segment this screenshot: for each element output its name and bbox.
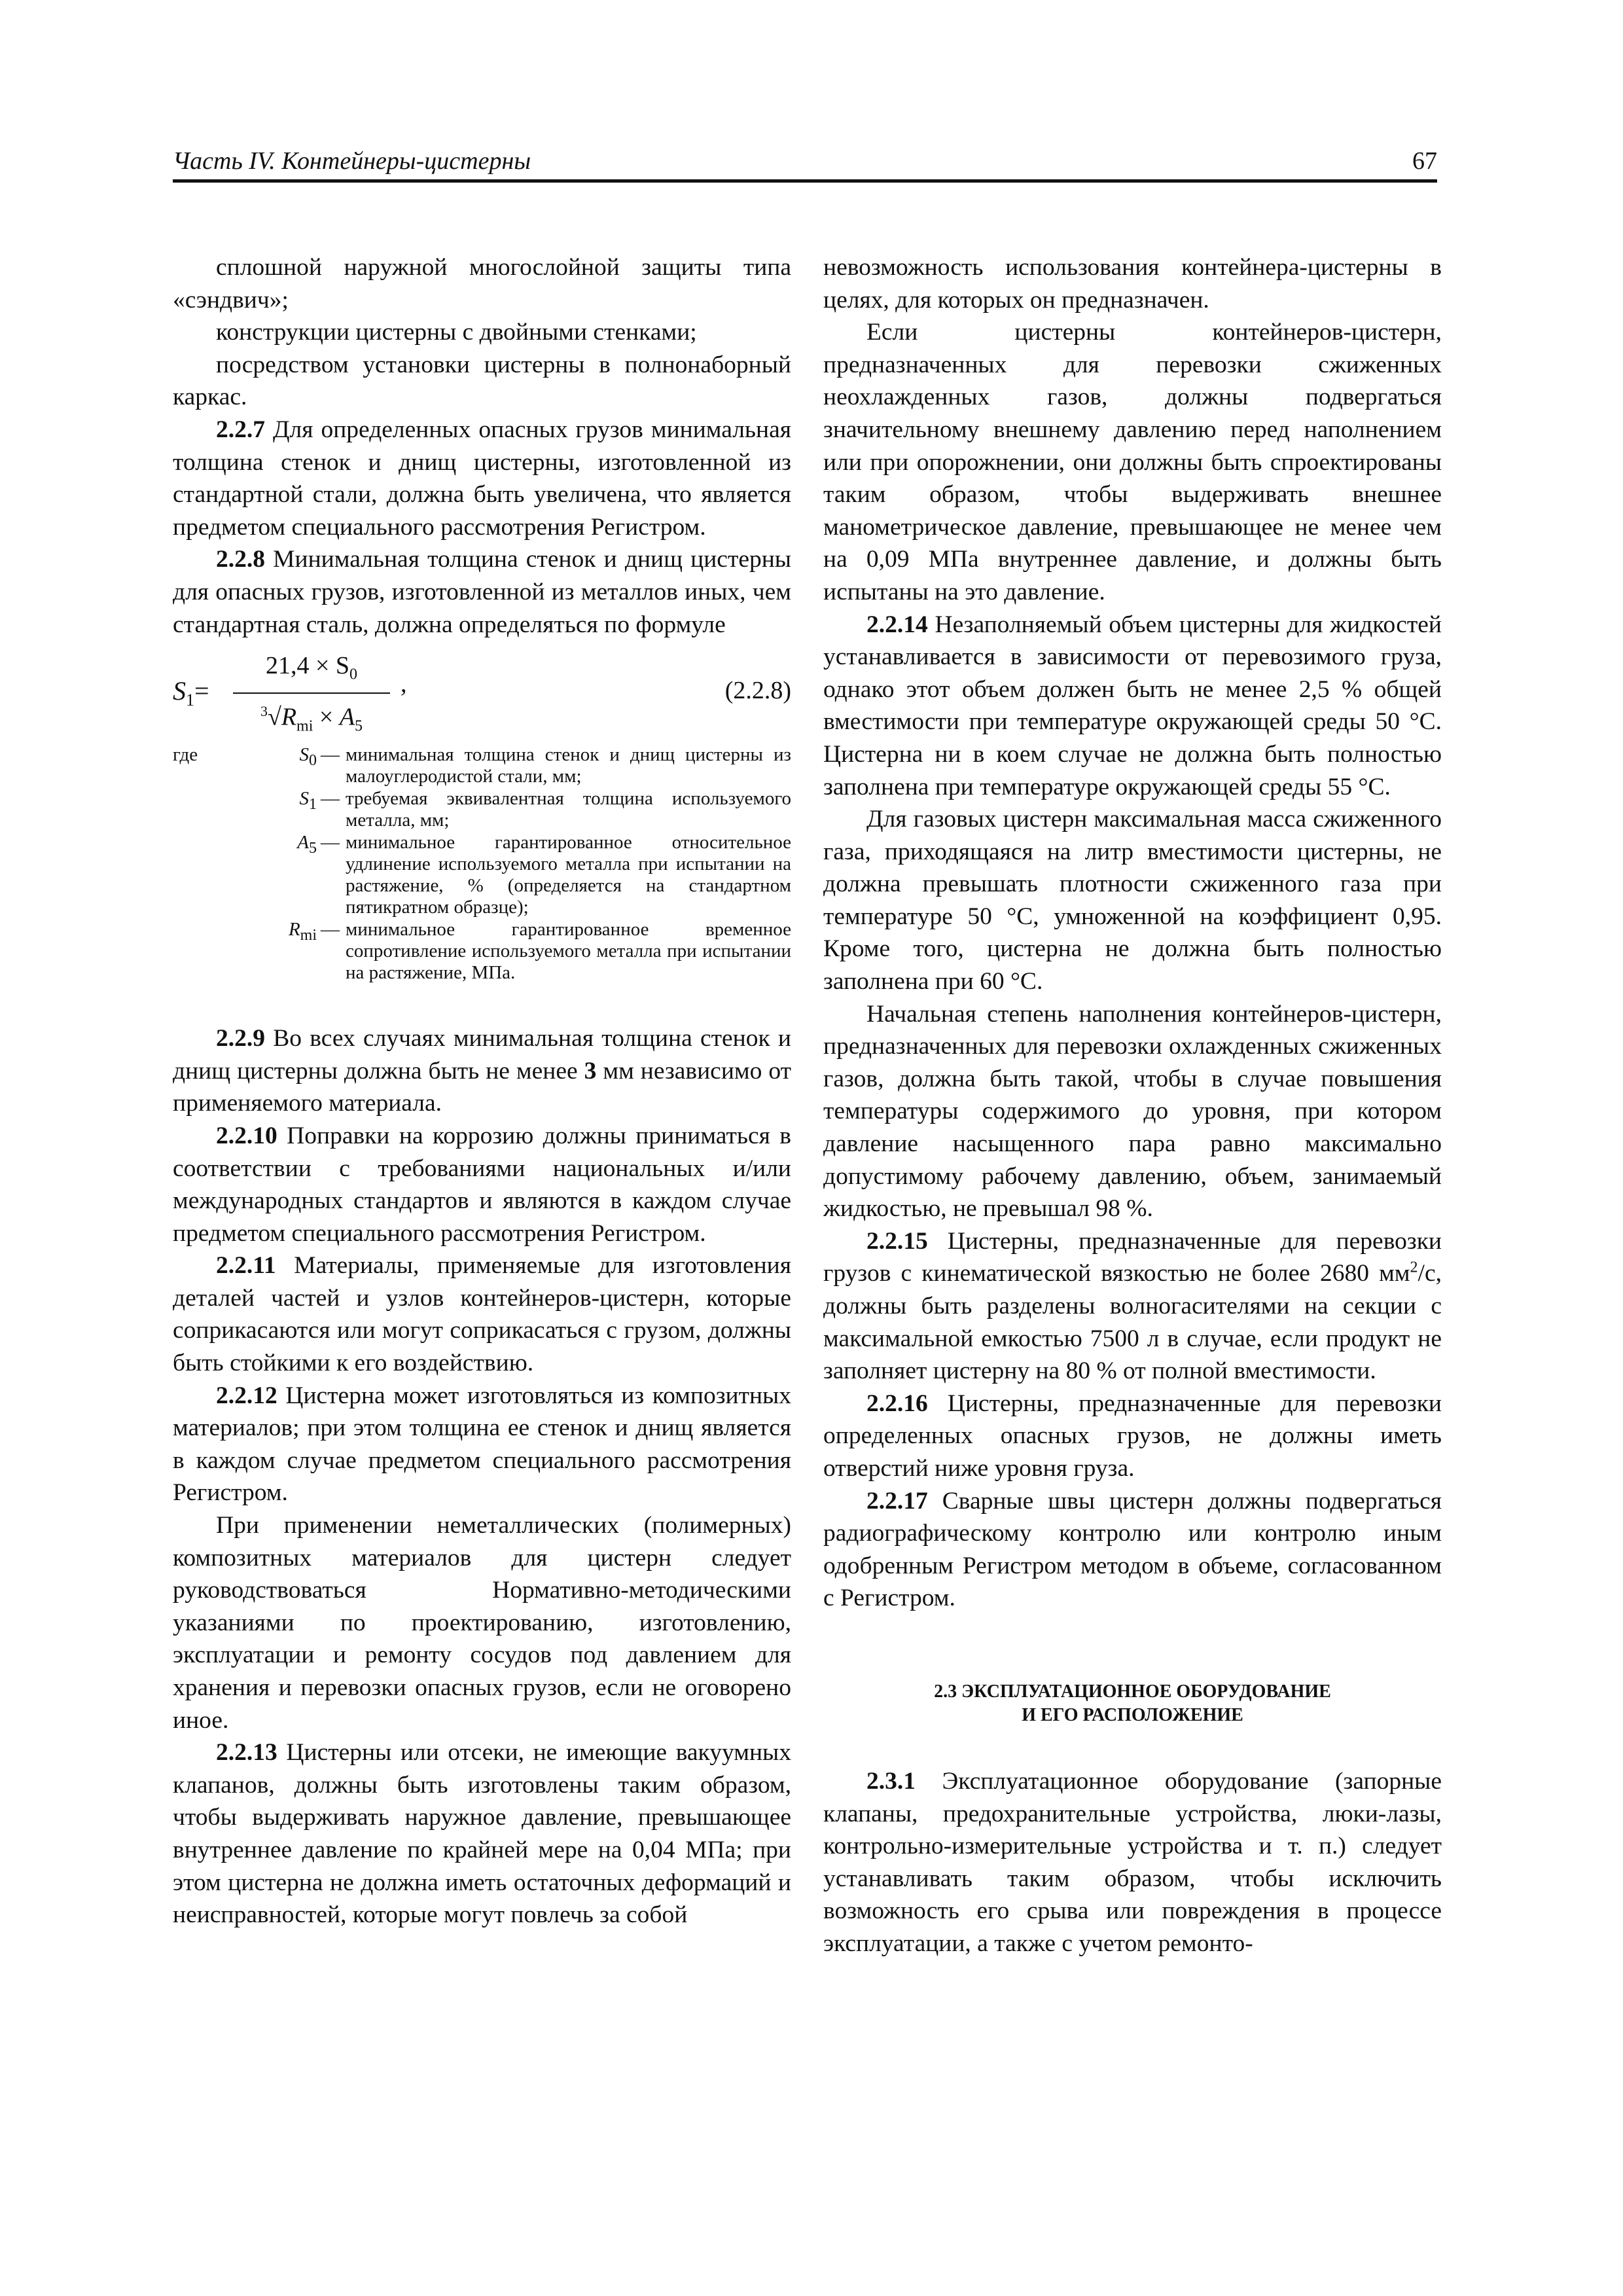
paragraph: Начальная степень наполнения контейнеров-цистерн, предназначенных для перевозки охлажденных сжиженных газов, должна быть такой, чтобы в случае повышения температуры содержимого до уровня, при котором давление насыщенного пара равно максимально допустимому рабочему давлению, объем, занимаемый жидкостью, не превышал 98 %. — [823, 1000, 1442, 1223]
formula-denominator: $^3√R_{mi} \times A_5$ — [260, 703, 363, 735]
legend-symbol: $S_0$ — [299, 744, 317, 769]
formula-2-2-8 — [173, 646, 791, 738]
left-column — [173, 251, 791, 1931]
legend-row: $A_5$ — минимальное гарантированное относительное удлинение используемого металла при испытании на растяжение, % (определяется на стандартном пятикратном образце); — [173, 832, 791, 918]
paragraph: конструкции цистерны с двойными стенками; — [216, 319, 697, 346]
section-heading-line: 2.3 ЭКСПЛУАТАЦИОННОЕ ОБОРУДОВАНИЕ — [934, 1681, 1331, 1702]
formula-legend — [173, 744, 791, 984]
section-heading — [823, 1680, 1442, 1727]
legend-where: где — [173, 744, 198, 766]
paragraph-2-2-10: 2.2.10 Поправки на коррозию должны приниматься в соответствии с требованиями национальных и/или международных стандартов и являются в каждом случае предметом специального рассмотрения Регистром. — [173, 1122, 791, 1247]
legend-symbol: $S_1$ — [299, 788, 317, 813]
right-column — [823, 251, 1442, 1960]
paragraph: Для газовых цистерн максимальная масса сжиженного газа, приходящаяся на литр вместимости цистерны, не должна превышать плотности сжиженного газа при температуре 50 °С, умноженной на коэффициент 0,95. Кроме того, цистерна не должна быть полностью заполнена при 60 °С. — [823, 806, 1442, 996]
legend-symbol: $A_5$ — [297, 832, 317, 857]
clause-text: Для определенных опасных грузов минимальная толщина стенок и днищ цистерны, изготовленной из стандартной стали, должна быть увеличена, что является предметом специального рассмотрения Регистром. — [173, 416, 791, 541]
paragraph-2-2-11: 2.2.11 Материалы, применяемые для изготовления деталей частей и узлов контейнеров-цистерн, которые соприкасаются или могут соприкасаться с грузом, должны быть стойкими к его воздействию. — [173, 1252, 791, 1377]
paragraph: невозможность использования контейнера-цистерны в целях, для которых он предназначен. — [823, 254, 1442, 314]
running-header-title: Часть IV. Контейнеры-цистерны — [173, 147, 531, 175]
legend-row: где $S_0$ — минимальная толщина стенок и днищ цистерны из малоуглеродистой стали, мм; — [173, 744, 791, 787]
formula-numerator: $21,4 \times S_0$ — [233, 650, 390, 694]
paragraph-2-2-16: 2.2.16 Цистерны, предназначенные для перевозки определенных опасных грузов, не должны иметь отверстий ниже уровня груза. — [823, 1390, 1442, 1482]
running-header — [173, 147, 1437, 183]
formula-lhs: $S_1=$ — [173, 676, 209, 710]
paragraph-2-2-14: 2.2.14 Незаполняемый объем цистерны для жидкостей устанавливается в зависимости от перевозимого груза, однако этот объем должен быть не менее 2,5 % общей вместимости при температуре окружающей среды 50 °С. Цистерна ни в коем случае не должна быть полностью заполнена при температуре окружающей среды 55 °С. — [823, 611, 1442, 800]
section-heading-line: И ЕГО РАСПОЛОЖЕНИЕ — [1022, 1704, 1243, 1725]
legend-text: минимальная толщина стенок и днищ цистерны из малоуглеродистой стали, мм; — [346, 744, 791, 787]
legend-symbol: $R_{mi}$ — [288, 919, 317, 944]
formula-comma: , — [401, 670, 407, 698]
clause-number: 2.2.8 — [216, 546, 265, 573]
legend-text: минимальное гарантированное временное сопротивление используемого металла при испытании на растяжение, МПа. — [346, 919, 791, 984]
legend-text: требуемая эквивалентная толщина используемого металла, мм; — [346, 788, 791, 831]
paragraph-2-2-12: 2.2.12 Цистерна может изготовляться из композитных материалов; при этом толщина ее стенок и днищ является в каждом случае предметом специального рассмотрения Регистром. — [173, 1382, 791, 1507]
clause-number: 2.2.7 — [216, 416, 265, 443]
paragraph: сплошной наружной многослойной защиты типа «сэндвич»; — [173, 254, 791, 314]
clause-text: Минимальная толщина стенок и днищ цистерны для опасных грузов, изготовленной из металлов иных, чем стандартная сталь, должна определяться по формуле — [173, 546, 791, 638]
paragraph-2-2-8 — [173, 543, 791, 641]
paragraph-2-3-1: 2.3.1 Эксплуатационное оборудование (запорные клапаны, предохранительные устройства, люки-лазы, контрольно-измерительные устройства и т. п.) следует устанавливать таким образом, чтобы исключить возможность его срыва или повреждения в процессе эксплуатации, а также с учетом ремонто- — [823, 1767, 1442, 1957]
paragraph-2-2-13: 2.2.13 Цистерны или отсеки, не имеющие вакуумных клапанов, должны быть изготовлены таким образом, чтобы выдерживать наружное давление, превышающее внутреннее давление по крайней мере на 0,04 МПа; при этом цистерна не должна иметь остаточных деформаций и неисправностей, которые могут повлечь за собой — [173, 1739, 791, 1929]
paragraph-2-2-9: 2.2.9 Во всех случаях минимальная толщина стенок и днищ цистерны должна быть не менее 3 мм независимо от применяемого материала. — [173, 1025, 791, 1117]
legend-text: минимальное гарантированное относительное удлинение используемого металла при испытании на растяжение, % (определяется на стандартном пятикратном образце); — [346, 832, 791, 918]
legend-row: $R_{mi}$ — минимальное гарантированное временное сопротивление используемого металла при испытании на растяжение, МПа. — [173, 919, 791, 984]
paragraph-2-2-15: 2.2.15 Цистерны, предназначенные для перевозки грузов с кинематической вязкостью не более 2680 $мм^2/с$, должны быть разделены волногасителями на секции с максимальной емкостью 7500 л в случае, если продукт не заполняет цистерну на 80 % от полной вместимости. — [823, 1227, 1442, 1385]
paragraph: Если цистерны контейнеров-цистерн, предназначенных для перевозки сжиженных неохлажденных газов, должны подвергаться значительному внешнему давлению перед наполнением или при опорожнении, они должны быть спроектированы таким образом, чтобы выдерживать внешнее манометрическое давление, превышающее не менее чем на 0,09 МПа внутреннее давление, и должны быть испытаны на это давление. — [823, 319, 1442, 605]
paragraph-2-2-17: 2.2.17 Сварные швы цистерн должны подвергаться радиографическому контролю или контролю иным одобренным Регистром методом в объеме, согласованном с Регистром. — [823, 1487, 1442, 1612]
equation-number: (2.2.8) — [724, 677, 791, 705]
paragraph: При применении неметаллических (полимерных) композитных материалов для цистерн следует руководствоваться Нормативно-методическими указаниями по проектированию, изготовлению, эксплуатации и ремонту сосудов под давлением для хранения и перевозки опасных грузов, если не оговорено иное. — [173, 1512, 791, 1734]
formula-fraction — [233, 650, 390, 743]
paragraph-2-2-7 — [173, 414, 791, 543]
legend-row: $S_1$ — требуемая эквивалентная толщина используемого металла, мм; — [173, 788, 791, 831]
paragraph: посредством установки цистерны в полнонаборный каркас. — [173, 351, 791, 411]
page-number: 67 — [1412, 147, 1437, 175]
